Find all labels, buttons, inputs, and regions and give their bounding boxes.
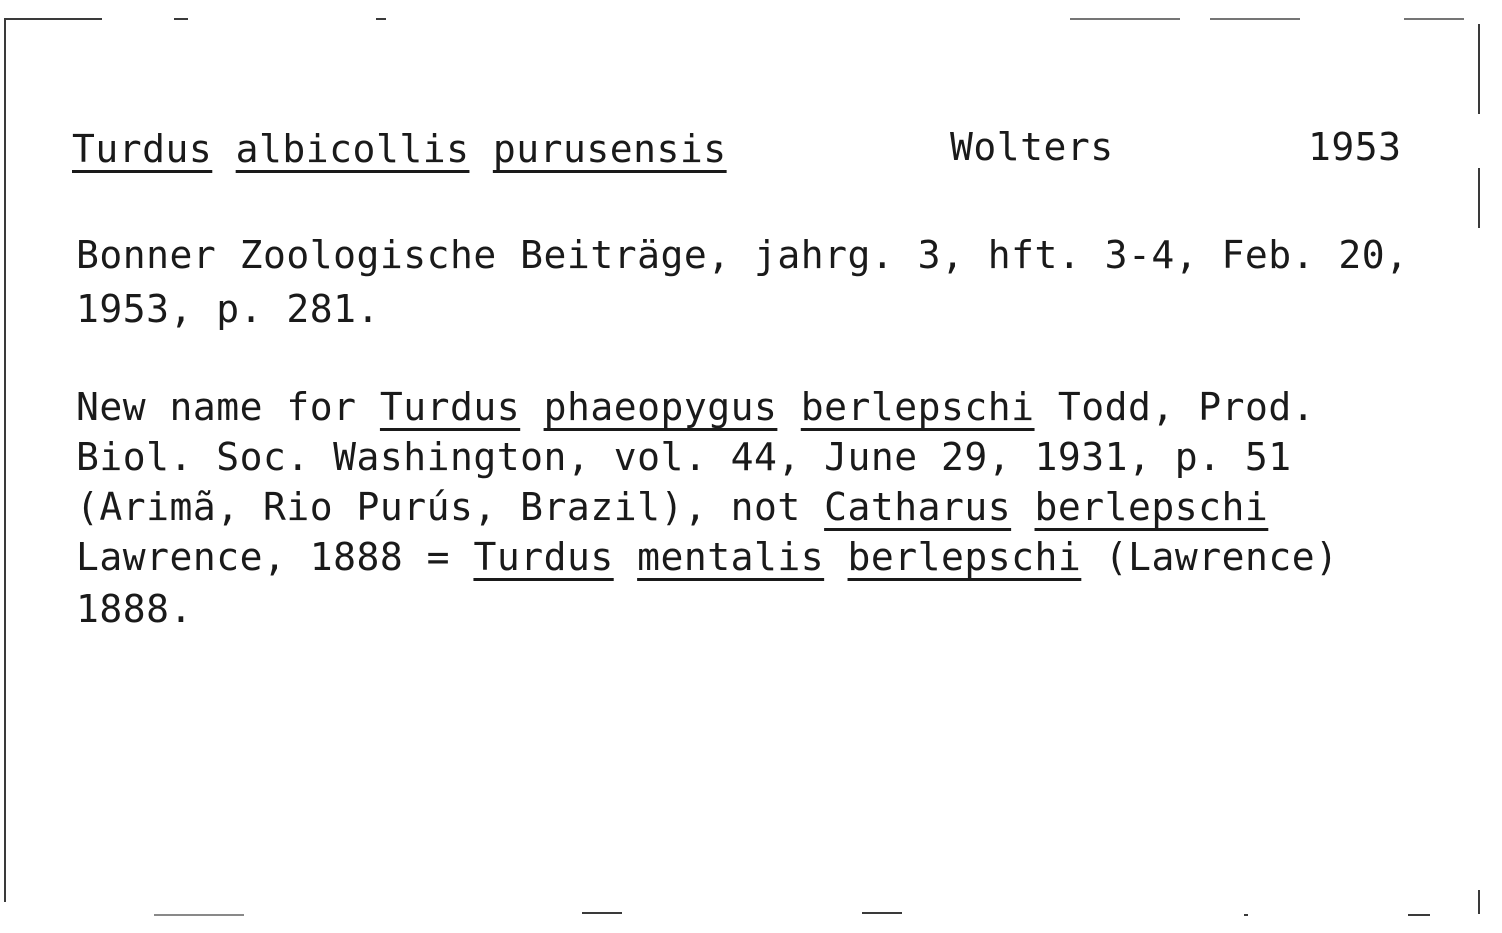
remarks-line: Biol. Soc. Washington, vol. 44, June 29, 1931, p. 51 xyxy=(76,435,1292,479)
remarks-subspecies: berlepschi xyxy=(800,385,1035,429)
card-border-bottom xyxy=(582,912,622,914)
card-border-bottom xyxy=(154,914,244,916)
remarks-line xyxy=(76,485,1269,529)
card-border-bottom xyxy=(862,912,902,914)
card-border-top xyxy=(1404,18,1464,20)
card-border-bottom xyxy=(1244,914,1248,916)
remarks-species: berlepschi xyxy=(1034,485,1269,529)
card-border-top xyxy=(1210,18,1300,20)
card-border-left xyxy=(4,18,6,902)
taxon-genus: Turdus xyxy=(72,127,213,171)
remarks-subspecies: berlepschi xyxy=(847,535,1082,579)
taxon-species: albicollis xyxy=(235,127,470,171)
remarks-text: (Arimã, Rio Purús, Brazil), not xyxy=(76,485,825,529)
remarks-genus: Turdus xyxy=(473,535,614,579)
index-card xyxy=(4,18,1488,918)
taxon-name xyxy=(72,127,727,171)
remarks-text: (Lawrence) xyxy=(1081,535,1339,579)
remarks-line xyxy=(76,385,1316,429)
card-border-right xyxy=(1478,24,1480,114)
remarks-genus: Turdus xyxy=(379,385,521,429)
card-border-right xyxy=(1478,890,1480,914)
remarks-text: Todd, Prod. xyxy=(1034,385,1316,429)
taxon-year: 1953 xyxy=(1308,125,1402,169)
citation-line: 1953, p. 281. xyxy=(76,287,380,331)
card-border-top xyxy=(174,18,188,20)
taxon-author: Wolters xyxy=(950,125,1114,169)
remarks-line: 1888. xyxy=(76,587,193,631)
card-border-top xyxy=(1070,18,1180,20)
citation-line: Bonner Zoologische Beiträge, jahrg. 3, hft. 3-4, Feb. 20, xyxy=(76,233,1409,277)
card-border-top xyxy=(6,18,102,20)
remarks-text: Lawrence, 1888 = xyxy=(76,535,474,579)
card-border-right xyxy=(1478,168,1480,228)
remarks-text: New name for xyxy=(76,385,380,429)
remarks-species: mentalis xyxy=(637,535,825,579)
card-border-top xyxy=(376,18,386,20)
card-border-bottom xyxy=(1408,914,1430,916)
remarks-line xyxy=(76,535,1339,579)
remarks-genus: Catharus xyxy=(824,485,1012,529)
remarks-species: phaeopygus xyxy=(543,385,778,429)
taxon-subspecies: purusensis xyxy=(492,127,727,171)
